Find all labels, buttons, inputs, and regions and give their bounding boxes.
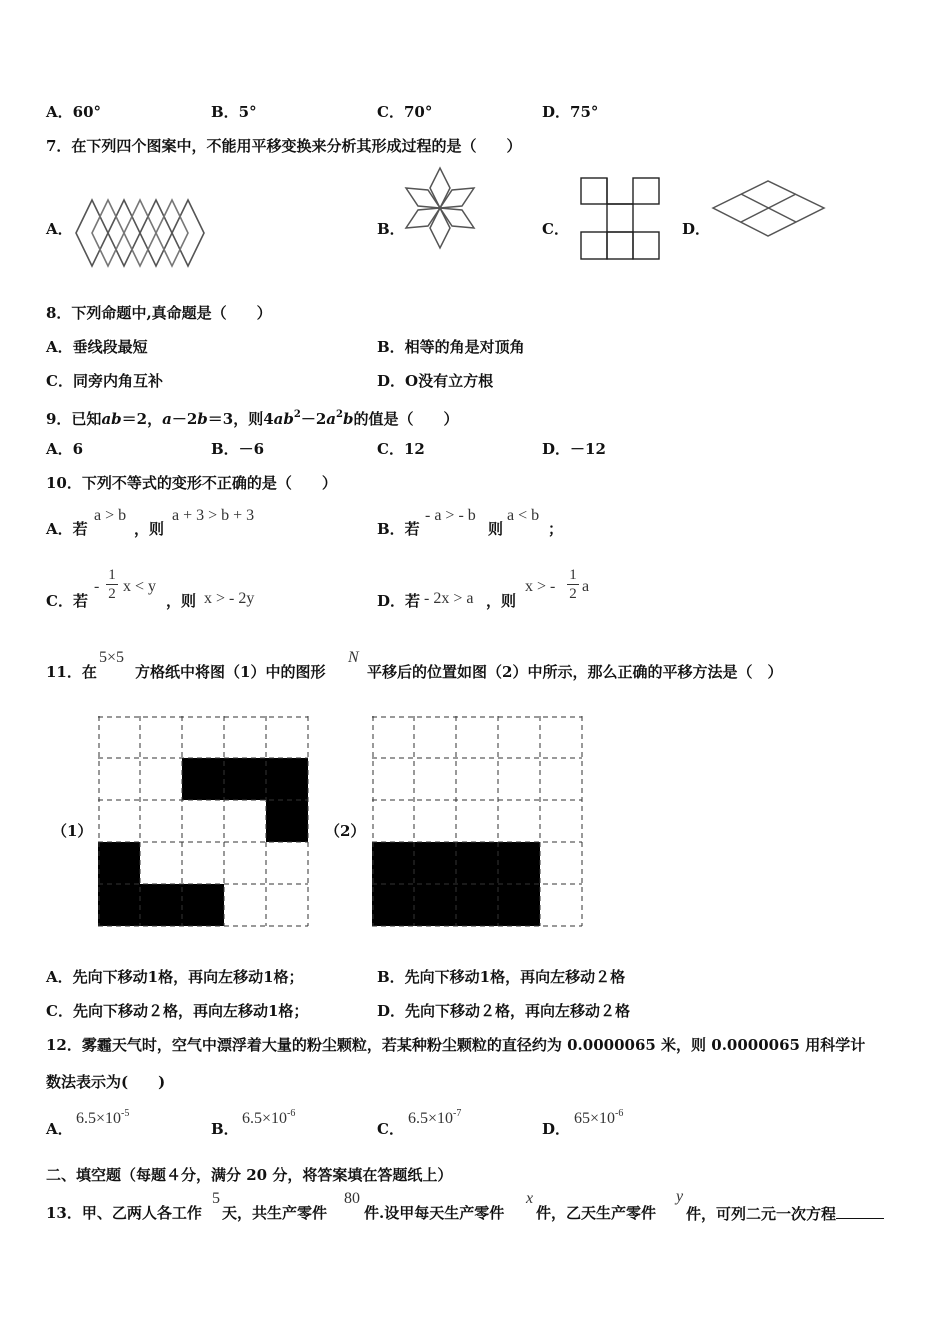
q11-figure-2-grid [372,716,584,928]
q10-option-d-label: D．若 [377,592,421,610]
q9-stem: 9．已知ab＝2，a－2b＝3，则$4ab^2-2a^2b$的值是（ ） [46,409,459,428]
q10-b-tail: ； [548,520,564,538]
q10-b-premise: - a > - b [425,507,476,524]
q10-c-premise-rest: x < y [123,578,157,595]
q11-stem-post: 平移后的位置如图（2）中所示，那么正确的平移方法是（ ） [367,663,783,681]
q8-option-c: C．同旁内角互补 [46,372,163,390]
q12-stem-line2: 数法表示为( ) [46,1073,166,1091]
q12-option-b-label: B． [211,1120,239,1138]
q10-c-minus: - [94,578,100,595]
q7-figure-b-star [404,166,476,250]
q7-option-c: C． [542,220,569,238]
q10-a-then: ，则 [134,520,165,538]
q10-b-then: 则 [488,520,504,538]
q13-part2: 天，共生产零件 [222,1204,328,1222]
q6-option-c: C．70° [377,103,433,121]
q7-figure-d-rhombus [710,178,828,240]
q6-option-d: D．75° [542,103,599,121]
q7-figure-c-squares [579,176,661,262]
q7-stem: 7．在下列四个图案中，不能用平移变换来分析其形成过程的是（ ） [46,137,522,155]
q11-stem-pre: 11．在 [46,663,97,681]
q8-stem: 8．下列命题中,真命题是（ ） [46,304,272,322]
q13-total: 80 [344,1190,360,1207]
q10-a-conclusion: a + 3 > b + 3 [172,507,255,524]
q13-days: 5 [212,1190,220,1207]
q8-option-a: A．垂线段最短 [46,338,148,356]
q13-part1: 13．甲、乙两人各工作 [46,1204,202,1222]
q11-grid-size: 5×5 [99,649,125,666]
q11-option-b: B．先向下移动1格，再向左移动２格 [377,968,626,986]
q12-stem-line1: 12．雾霾天气时，空气中漂浮着大量的粉尘颗粒，若某种粉尘颗粒的直径约为 0.0000065 米，则 0.0000065 用科学计 [46,1036,866,1054]
q11-option-a: A．先向下移动1格，再向左移动1格； [46,968,304,986]
q7-figure-a-diamonds [74,198,214,270]
q12-option-c-value: $6.5\times 10^{-7}$ [408,1108,462,1127]
q6-option-a: A．60° [46,103,102,121]
q12-option-b-value: $6.5\times 10^{-6}$ [242,1108,296,1127]
q12-option-c-label: C． [377,1120,404,1138]
q13-var-y: y [676,1188,684,1205]
q10-c-conclusion: x > - 2y [204,590,255,607]
q7-option-a: A． [46,220,73,238]
q11-fig1-label: （1） [52,822,93,840]
q11-fig2-label: （2） [325,822,366,840]
q10-option-c-label: C．若 [46,592,88,610]
q8-option-d: D．O没有立方根 [377,372,494,390]
q12-option-d-value: $65\times 10^{-6}$ [574,1108,624,1127]
q9-option-a: A．6 [46,440,84,458]
q10-b-conclusion: a < b [507,507,540,524]
q11-option-c: C．先向下移动２格，再向左移动1格； [46,1002,309,1020]
q10-d-then: ，则 [486,592,517,610]
q10-d-conclusion-b: a [582,578,590,595]
q12-option-a-label: A． [46,1120,73,1138]
q11-shape-n: N [348,649,359,666]
q7-option-b: B． [377,220,405,238]
q12-option-d-label: D． [542,1120,571,1138]
q11-option-d: D．先向下移动２格，再向左移动２格 [377,1002,631,1020]
q10-d-fraction: $\frac{1}{2}$ [567,566,579,603]
q8-option-b: B．相等的角是对顶角 [377,338,525,356]
q10-d-premise: - 2x > a [424,590,474,607]
q10-d-conclusion-a: x > - [525,578,556,595]
q10-stem: 10．下列不等式的变形不正确的是（ ） [46,474,337,492]
q9-option-d: D．－12 [542,440,606,458]
q13-part4: 件，乙天生产零件 [536,1204,657,1222]
q10-c-then: ，则 [166,592,197,610]
q10-c-fraction: $\frac{1}{2}$ [106,566,118,603]
q10-a-premise: a > b [94,507,127,524]
section2-title: 二、填空题（每题４分，满分 20 分，将答案填在答题纸上） [46,1166,453,1184]
q13-part5: 件，可列二元一次方程 [686,1204,884,1223]
q9-option-c: C．12 [377,440,425,458]
q13-answer-blank [836,1204,884,1219]
q13-part3: 件.设甲每天生产零件 [364,1204,505,1222]
q10-option-a-label: A．若 [46,520,88,538]
q9-option-b: B．－6 [211,440,265,458]
q11-stem-mid: 方格纸中将图（1）中的图形 [135,663,326,681]
q10-option-b-label: B．若 [377,520,420,538]
q7-option-d: D． [682,220,711,238]
q11-figure-1-grid [98,716,310,928]
q13-var-x: x [526,1190,534,1207]
q12-option-a-value: $6.5\times 10^{-5}$ [76,1108,130,1127]
q6-option-b: B．5° [211,103,257,121]
